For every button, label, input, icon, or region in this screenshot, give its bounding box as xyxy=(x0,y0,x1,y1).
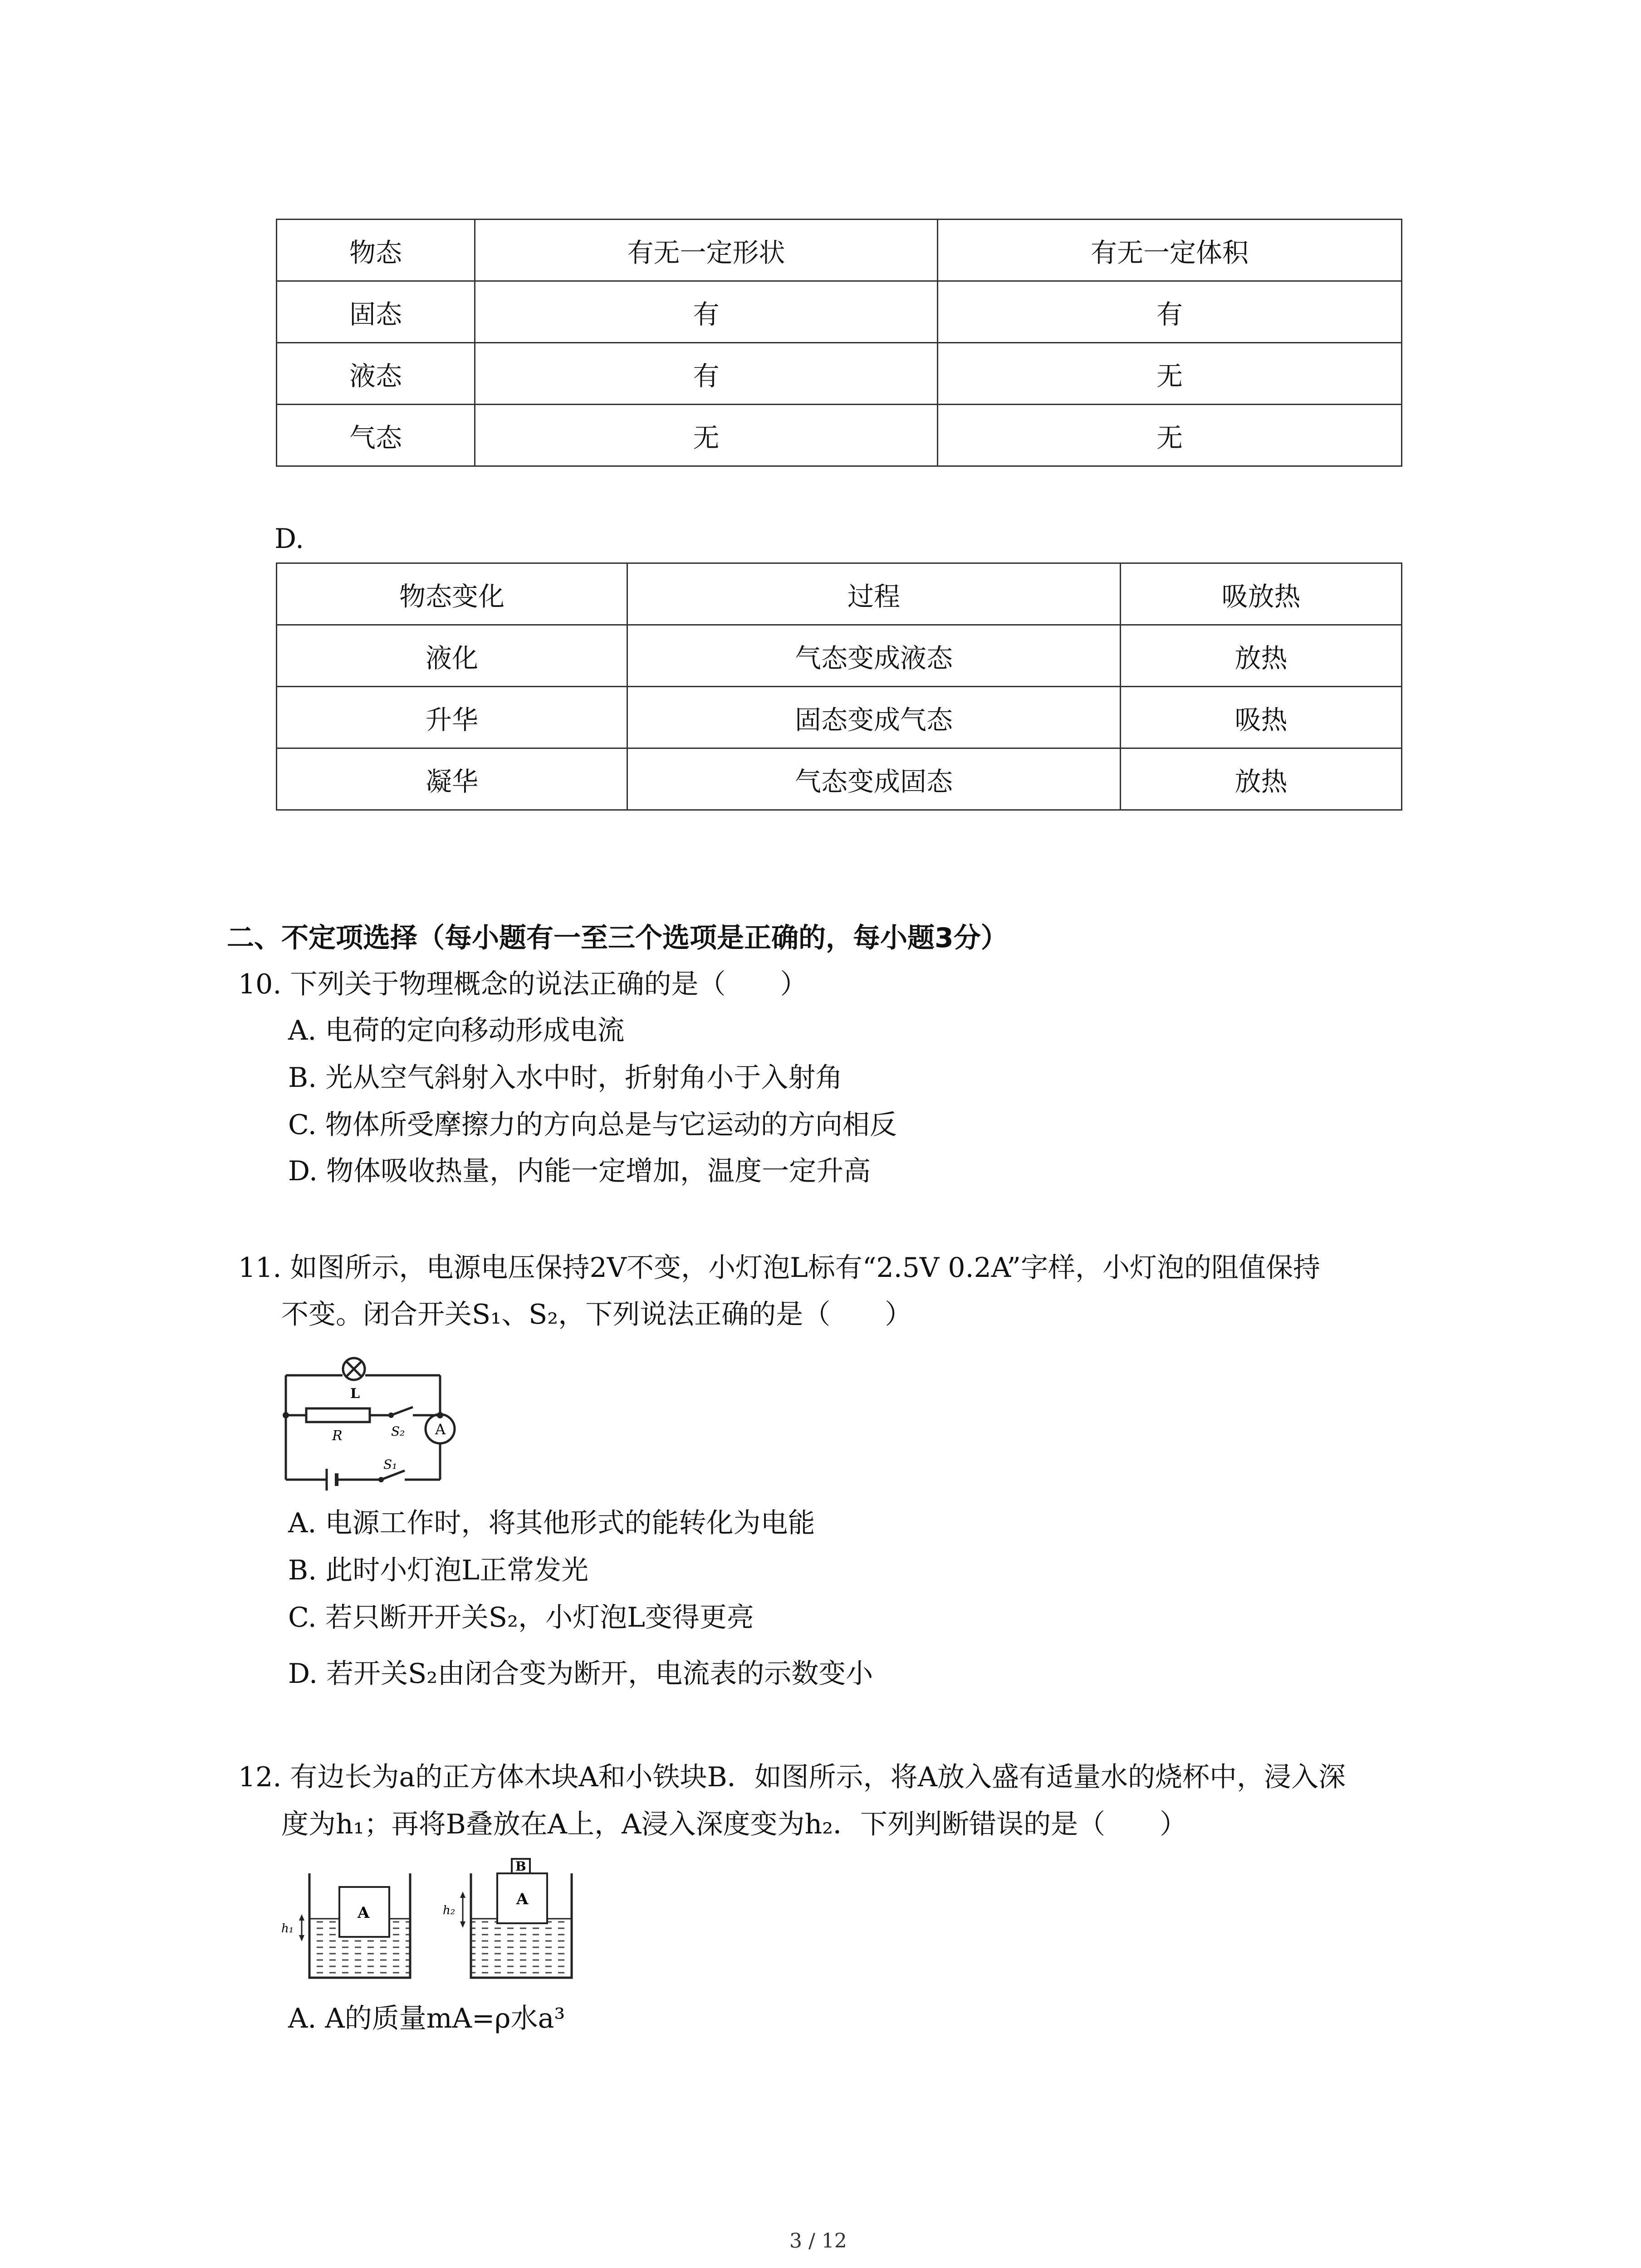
table-phase-changes xyxy=(276,562,1402,811)
question-12-stem-line2: 度为h₁；再将B叠放在A上，A浸入深度变为h₂．下列判断错误的是（ ） xyxy=(281,1809,1187,1840)
table-cell: 固态 xyxy=(277,281,475,343)
question-10-stem: 10. 下列关于物理概念的说法正确的是（ ） xyxy=(238,968,808,1000)
header-cell: 有无一定形状 xyxy=(475,220,938,281)
table-cell: 液化 xyxy=(277,625,627,687)
header-cell: 吸放热 xyxy=(1121,563,1402,625)
table-row xyxy=(277,748,1402,810)
block-a-label: A xyxy=(358,1904,370,1922)
table-cell: 有 xyxy=(475,281,938,343)
block-b-label: B xyxy=(515,1859,526,1874)
table-header-row xyxy=(277,220,1402,281)
question-11-stem-line2: 不变。闭合开关S₁、S₂，下列说法正确的是（ ） xyxy=(281,1299,912,1330)
ammeter-label: A xyxy=(435,1421,446,1438)
table-cell: 无 xyxy=(938,405,1402,466)
question-11-option: C. 若只断开开关S₂，小灯泡L变得更亮 xyxy=(288,1602,754,1633)
table-cell: 有 xyxy=(938,281,1402,343)
table-cell: 液态 xyxy=(277,343,475,405)
table-row xyxy=(277,405,1402,466)
table-cell: 气态变成固态 xyxy=(627,748,1121,810)
table-states-of-matter xyxy=(276,219,1402,467)
switch1-label: S₁ xyxy=(383,1457,397,1472)
question-12-option: A. A的质量mA=ρ水a³ xyxy=(288,2003,565,2034)
header-cell: 物态 xyxy=(277,220,475,281)
section-title: 二、不定项选择（每小题有一至三个选项是正确的，每小题3分） xyxy=(227,922,1008,954)
question-11-stem-line1: 11. 如图所示，电源电压保持2V不变，小灯泡L标有“2.5V 0.2A”字样，小灯泡的阻值保持 xyxy=(238,1252,1320,1284)
h1-label: h₁ xyxy=(281,1922,294,1936)
table-cell: 无 xyxy=(475,405,938,466)
table-cell: 气态 xyxy=(277,405,475,466)
question-11-option: B. 此时小灯泡L正常发光 xyxy=(288,1554,589,1586)
lamp-label: L xyxy=(350,1386,360,1402)
question-12-stem-line1: 12. 有边长为a的正方体木块A和小铁块B．如图所示，将A放入盛有适量水的烧杯中，浸入深 xyxy=(238,1761,1346,1793)
page-number: 3 / 12 xyxy=(789,2229,847,2253)
table-row xyxy=(277,625,1402,687)
beaker-1 xyxy=(281,1873,410,1978)
table-cell: 凝华 xyxy=(277,748,627,810)
table-cell: 升华 xyxy=(277,687,627,748)
table-cell: 吸热 xyxy=(1121,687,1402,748)
switch2-label: S₂ xyxy=(391,1424,405,1439)
table-cell: 无 xyxy=(938,343,1402,405)
header-cell: 有无一定体积 xyxy=(938,220,1402,281)
question-10-option: B. 光从空气斜射入水中时，折射角小于入射角 xyxy=(288,1062,843,1094)
table-row xyxy=(277,687,1402,748)
header-cell: 过程 xyxy=(627,563,1121,625)
beaker-2 xyxy=(443,1859,572,1978)
block-a-label: A xyxy=(516,1890,529,1908)
question-10-option: A. 电荷的定向移动形成电流 xyxy=(288,1015,625,1046)
table-row xyxy=(277,343,1402,405)
question-11-option: D. 若开关S₂由闭合变为断开，电流表的示数变小 xyxy=(288,1658,873,1690)
table-row xyxy=(277,281,1402,343)
table-header-row xyxy=(277,563,1402,625)
resistor-label: R xyxy=(332,1428,343,1444)
circuit-diagram xyxy=(272,1347,463,1497)
table-cell: 放热 xyxy=(1121,748,1402,810)
table-cell: 固态变成气态 xyxy=(627,687,1121,748)
header-cell: 物态变化 xyxy=(277,563,627,625)
question-11-option: A. 电源工作时，将其他形式的能转化为电能 xyxy=(288,1507,815,1539)
table-cell: 气态变成液态 xyxy=(627,625,1121,687)
beaker-diagram xyxy=(277,1855,594,1991)
question-10-option: D. 物体吸收热量，内能一定增加，温度一定升高 xyxy=(288,1155,871,1187)
option-d-label: D. xyxy=(274,523,304,555)
table-cell: 放热 xyxy=(1121,625,1402,687)
table-cell: 有 xyxy=(475,343,938,405)
h2-label: h₂ xyxy=(443,1904,456,1917)
question-10-option: C. 物体所受摩擦力的方向总是与它运动的方向相反 xyxy=(288,1109,897,1141)
